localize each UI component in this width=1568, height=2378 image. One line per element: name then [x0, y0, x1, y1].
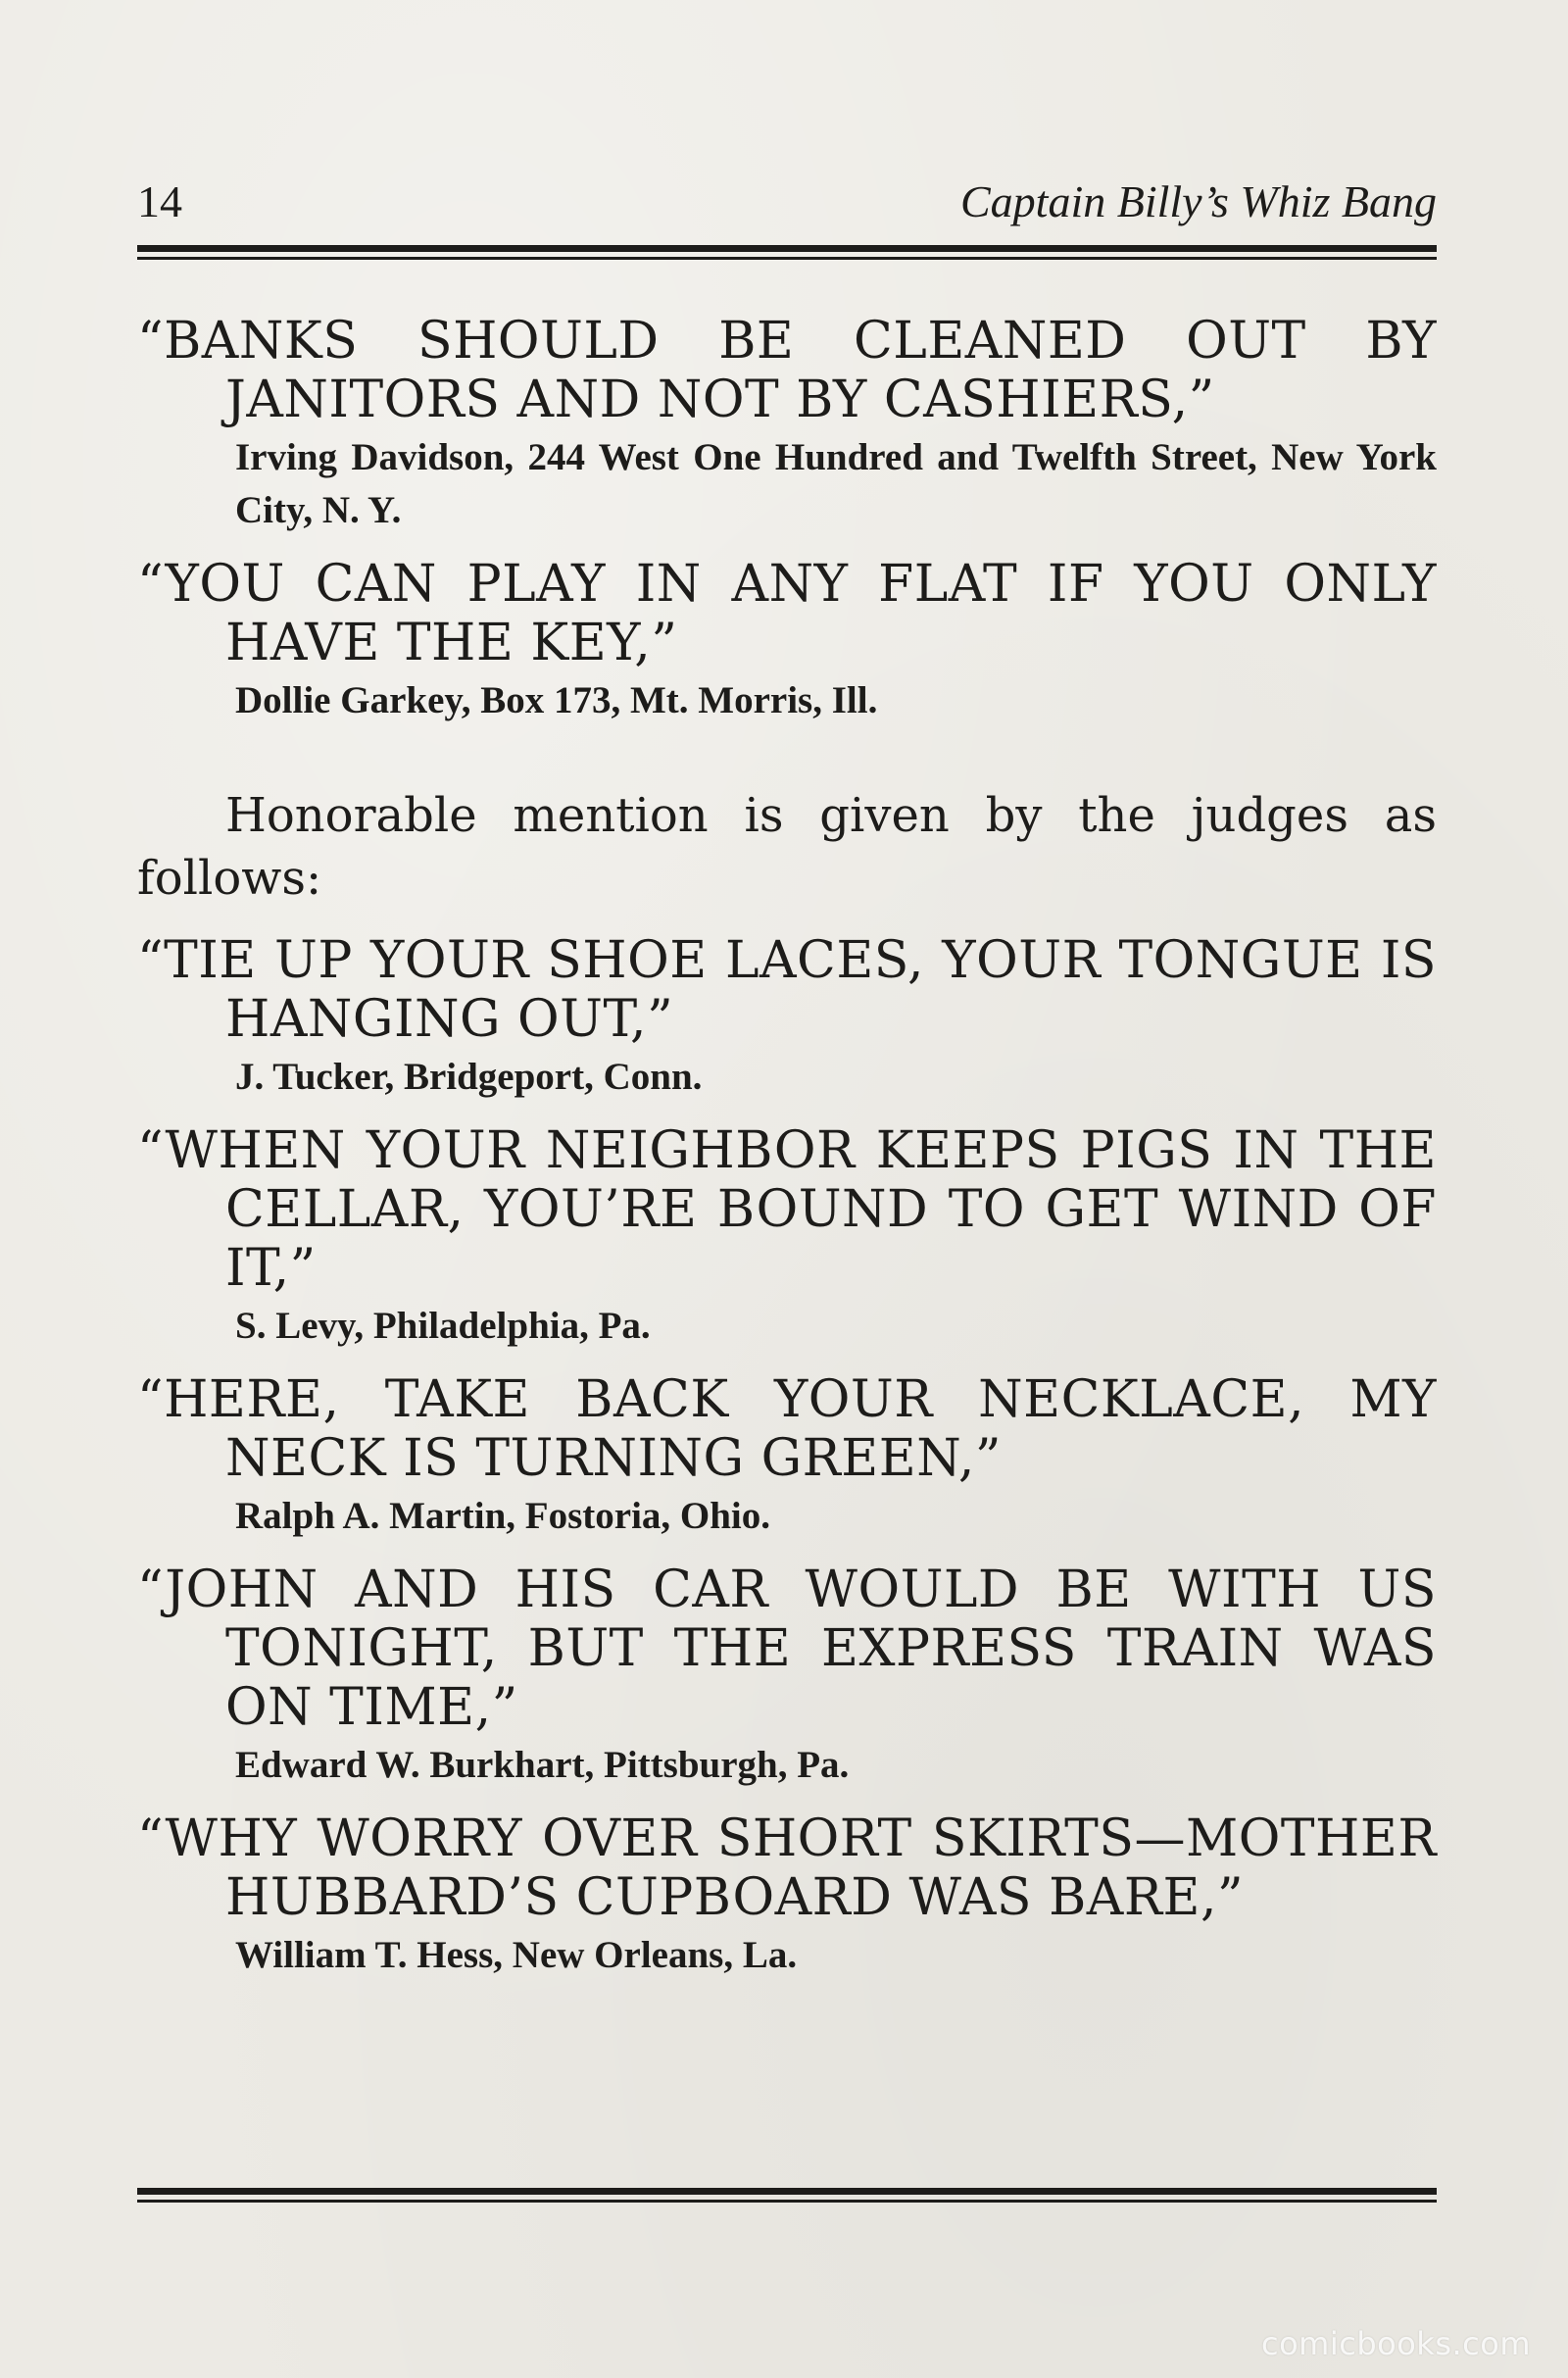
slogan: “WHY WORRY OVER SHORT SKIRTS—MOTHER HUBBARD’S CUPBOARD WAS BARE,”: [137, 1809, 1437, 1927]
header-double-rule: [137, 245, 1437, 263]
honorable-entry-2: [137, 1121, 1437, 1353]
honorable-entry-5: [137, 1809, 1437, 1982]
honorable-mention-intro: Honorable mention is given by the judges as follows:: [137, 788, 1437, 906]
rule-thick-line: [137, 2188, 1437, 2195]
honorable-entry-4: [137, 1561, 1437, 1792]
watermark: comicbooks.com: [1260, 2325, 1531, 2362]
author-credit: J. Tucker, Bridgeport, Conn.: [235, 1056, 703, 1098]
author-credit: Dollie Garkey, Box 173, Mt. Morris, Ill.: [235, 679, 878, 721]
slogan: “HERE, TAKE BACK YOUR NECKLACE, MY NECK IS TURNING GREEN,”: [137, 1370, 1437, 1488]
author-credit: Irving Davidson, 244 West One Hundred and Twelfth Street, New York City, N. Y.: [235, 436, 1437, 531]
author-credit: William T. Hess, New Orleans, La.: [235, 1934, 798, 1976]
page-number: 14: [137, 176, 182, 226]
slogan: “TIE UP YOUR SHOE LACES, YOUR TONGUE IS HANGING OUT,”: [137, 931, 1437, 1049]
page-content: [137, 312, 1437, 1982]
honorable-entry-1: [137, 931, 1437, 1104]
slogan: “BANKS SHOULD BE CLEANED OUT BY JANITORS AND NOT BY CASHIERS,”: [137, 312, 1437, 429]
winner-entry-1: [137, 312, 1437, 537]
page-header: [137, 173, 1437, 231]
honorable-entry-3: [137, 1370, 1437, 1543]
slogan: “WHEN YOUR NEIGHBOR KEEPS PIGS IN THE CELLAR, YOU’RE BOUND TO GET WIND OF IT,”: [137, 1121, 1437, 1298]
author-credit: Ralph A. Martin, Fostoria, Ohio.: [235, 1495, 771, 1537]
author-credit: S. Levy, Philadelphia, Pa.: [235, 1305, 651, 1347]
winner-entry-2: [137, 555, 1437, 727]
running-title: Captain Billy’s Whiz Bang: [960, 176, 1437, 226]
slogan: “YOU CAN PLAY IN ANY FLAT IF YOU ONLY HAVE THE KEY,”: [137, 555, 1437, 672]
slogan: “JOHN AND HIS CAR WOULD BE WITH US TONIGHT, BUT THE EXPRESS TRAIN WAS ON TIME,”: [137, 1561, 1437, 1737]
rule-thin-line: [137, 2200, 1437, 2203]
rule-thin-line: [137, 257, 1437, 260]
footer-double-rule: [137, 2188, 1437, 2205]
rule-thick-line: [137, 245, 1437, 252]
author-credit: Edward W. Burkhart, Pittsburgh, Pa.: [235, 1744, 850, 1786]
